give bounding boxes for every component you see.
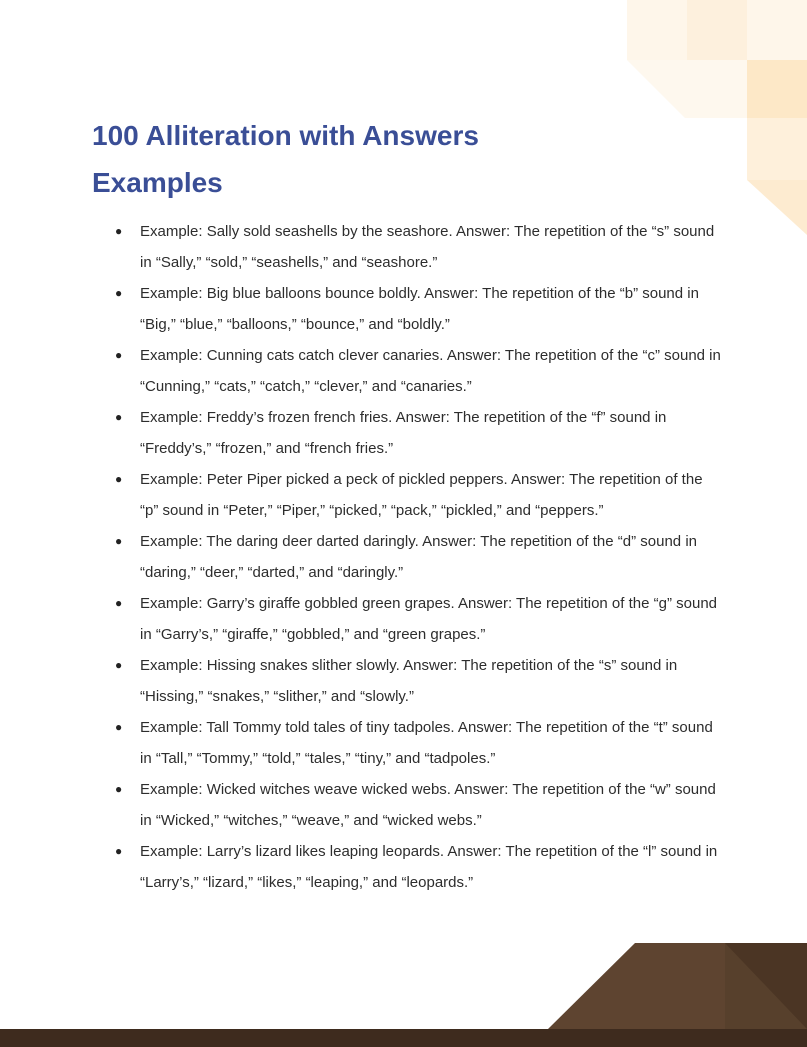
list-item-text: Example: Cunning cats catch clever canaries. Answer: The repetition of the “c” sound in “Cunning,” “cats,” “catch,” “clever,” and “canaries.” [140,347,721,395]
list-item [115,712,725,774]
bullet-icon: ● [115,844,123,858]
list-item [115,588,725,650]
list-item-text: Example: Peter Piper picked a peck of pickled peppers. Answer: The repetition of the “p” sound in “Peter,” “Piper,” “picked,” “pack,” “pickled,” and “peppers.” [140,471,703,519]
bullet-icon: ● [115,286,123,300]
list-item-text: Example: Tall Tommy told tales of tiny tadpoles. Answer: The repetition of the “t” sound in “Tall,” “Tommy,” “told,” “tales,” “tiny,” and “tadpoles.” [140,719,713,767]
bullet-icon: ● [115,534,123,548]
bullet-icon: ● [115,658,123,672]
list-item-text: Example: Freddy’s frozen french fries. Answer: The repetition of the “f” sound in “Freddy’s,” “frozen,” and “french fries.” [140,409,667,457]
list-item-text: Example: Wicked witches weave wicked webs. Answer: The repetition of the “w” sound in “Wicked,” “witches,” “weave,” and “wicked webs.” [140,781,716,829]
list-item [115,836,725,898]
list-item [115,340,725,402]
bullet-icon: ● [115,596,123,610]
list-item [115,526,725,588]
bullet-icon: ● [115,720,123,734]
list-item-text: Example: The daring deer darted daringly. Answer: The repetition of the “d” sound in “daring,” “deer,” “darted,” and “daringly.” [140,533,697,581]
list-item-text: Example: Garry’s giraffe gobbled green grapes. Answer: The repetition of the “g” sound in “Garry’s,” “giraffe,” “gobbled,” and “green grapes.” [140,595,718,643]
bullet-icon: ● [115,348,123,362]
list-item [115,774,725,836]
list-item [115,464,725,526]
list-item [115,402,725,464]
list-item-text: Example: Hissing snakes slither slowly. Answer: The repetition of the “s” sound in “Hissing,” “snakes,” “slither,” and “slowly.” [140,657,678,705]
list-item-text: Example: Sally sold seashells by the seashore. Answer: The repetition of the “s” sound in “Sally,” “sold,” “seashells,” and “seashore.” [140,223,715,271]
list-item-text: Example: Larry’s lizard likes leaping leopards. Answer: The repetition of the “l” sound in “Larry’s,” “lizard,” “likes,” “leaping,” and “leopards.” [140,843,718,891]
page-title: 100 Alliteration with Answers Examples [92,120,479,198]
bullet-icon: ● [115,472,123,486]
corner-decoration-bottom [0,937,807,1047]
list-item [115,650,725,712]
examples-list [115,216,725,898]
list-item [115,278,725,340]
list-item-text: Example: Big blue balloons bounce boldly. Answer: The repetition of the “b” sound in “Big,” “blue,” “balloons,” “bounce,” and “boldly.” [140,285,699,333]
bullet-icon: ● [115,410,123,424]
bullet-icon: ● [115,782,123,796]
corner-decoration-top [627,0,807,235]
list-item [115,216,725,278]
bullet-icon: ● [115,224,123,238]
